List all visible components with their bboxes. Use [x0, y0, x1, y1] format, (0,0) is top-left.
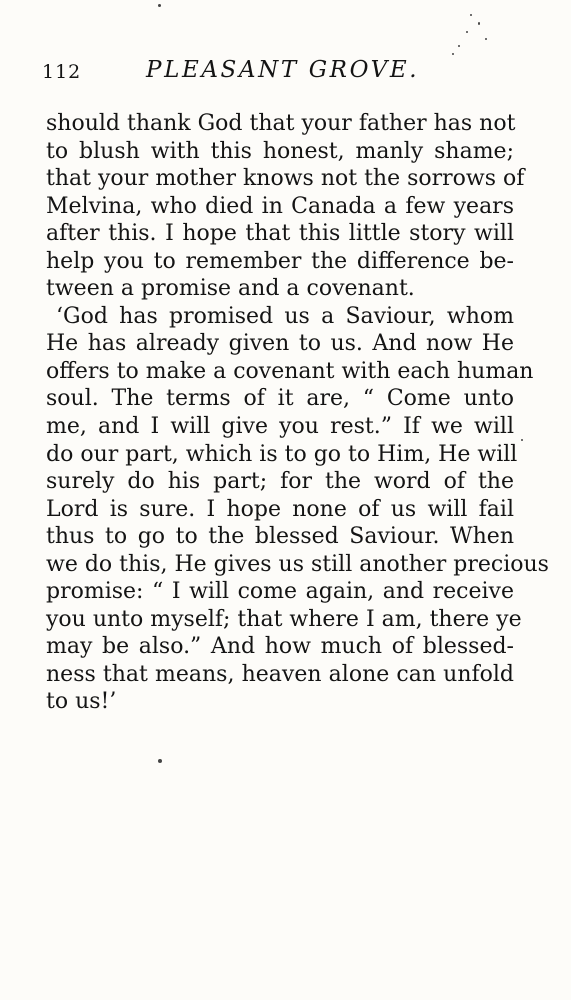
body-text	[46, 110, 549, 716]
print-speck	[485, 38, 487, 40]
print-speck	[466, 31, 468, 33]
text-line: promise: “ I will come again, and receive	[46, 579, 514, 605]
text-line: surely do his part; for the word of the	[46, 469, 514, 495]
text-line: after this. I hope that this little story will	[46, 221, 514, 247]
text-line: tween a promise and a covenant.	[46, 276, 415, 302]
text-line: thus to go to the blessed Saviour. When	[46, 524, 514, 550]
text-line: ness that means, heaven alone can unfold	[46, 661, 514, 687]
print-speck	[470, 14, 472, 16]
paragraph-start-line: ‘God has promised us a Saviour, whom	[56, 303, 514, 329]
print-speck	[158, 4, 161, 7]
text-line: do our part, which is to go to Him, He will	[46, 441, 518, 467]
text-line: that your mother knows not the sorrows of	[46, 166, 525, 192]
page-number: 112	[42, 61, 82, 83]
text-line: soul. The terms of it are, “ Come unto	[46, 386, 514, 412]
print-speck	[452, 53, 454, 55]
text-line: we do this, He gives us still another precious	[46, 551, 549, 577]
running-head	[42, 57, 442, 87]
text-line: to blush with this honest, manly shame;	[46, 138, 514, 164]
text-line: me, and I will give you rest.” If we will	[46, 414, 514, 440]
text-line: Lord is sure. I hope none of us will fail	[46, 496, 514, 522]
print-speck	[458, 45, 460, 47]
print-speck	[521, 439, 523, 441]
running-title: PLEASANT GROVE.	[146, 57, 420, 83]
text-line: to us!’	[46, 689, 117, 715]
text-line: may be also.” And how much of blessed-	[46, 634, 514, 660]
text-line: should thank God that your father has not	[46, 111, 516, 136]
print-speck	[478, 22, 480, 25]
print-speck	[158, 759, 162, 763]
text-line: help you to remember the difference be-	[46, 248, 514, 274]
text-line: Melvina, who died in Canada a few years	[46, 193, 514, 219]
text-line: offers to make a covenant with each human	[46, 358, 534, 384]
text-line: He has already given to us. And now He	[46, 331, 514, 357]
text-line: you unto myself; that where I am, there ye	[46, 606, 522, 632]
